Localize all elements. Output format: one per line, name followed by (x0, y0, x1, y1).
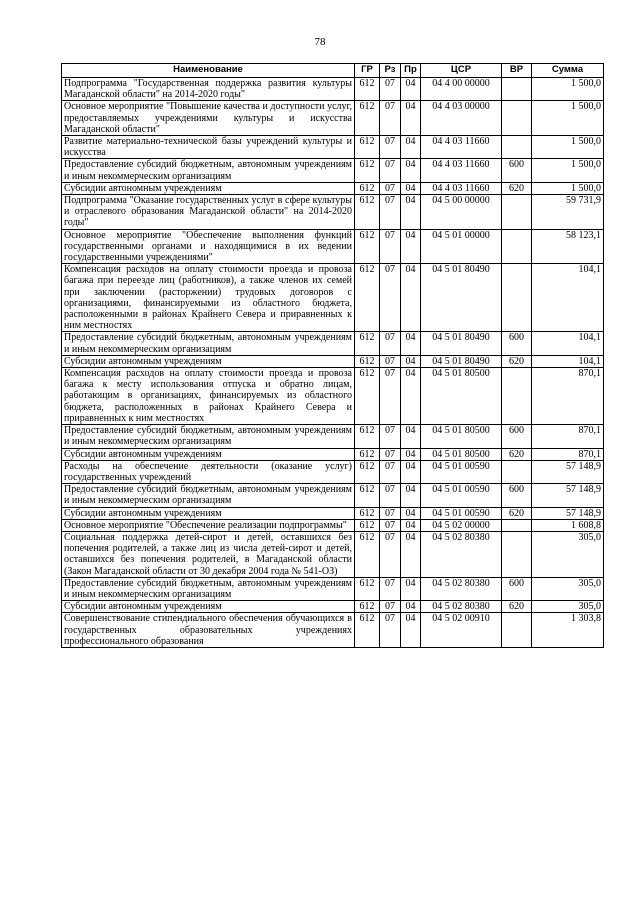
cell-sum: 305,0 (532, 577, 604, 600)
cell-pr: 04 (401, 368, 421, 425)
cell-name: Предоставление субсидий бюджетным, автономным учреждениям и иным некоммерческим организациям (62, 484, 355, 507)
cell-name: Субсидии автономным учреждениям (62, 601, 355, 613)
cell-vr (502, 613, 532, 648)
cell-vr (502, 460, 532, 483)
header-pr: Пр (401, 64, 421, 78)
cell-vr (502, 531, 532, 577)
cell-pr: 04 (401, 355, 421, 367)
cell-csr: 04 5 01 00000 (421, 229, 502, 264)
cell-pr: 04 (401, 101, 421, 136)
cell-pr: 04 (401, 519, 421, 531)
cell-rz: 07 (380, 519, 401, 531)
cell-gr: 612 (355, 577, 380, 600)
cell-rz: 07 (380, 229, 401, 264)
table-row (62, 229, 604, 264)
cell-sum: 1 500,0 (532, 159, 604, 182)
cell-rz: 07 (380, 355, 401, 367)
cell-csr: 04 5 02 80380 (421, 577, 502, 600)
cell-pr: 04 (401, 613, 421, 648)
cell-name: Развитие материально-технической базы учреждений культуры и искусства (62, 136, 355, 159)
cell-name: Подпрограмма "Оказание государственных услуг в сфере культуры и отраслевого образования Магаданской области" на 2014-2020 годы" (62, 195, 355, 230)
cell-rz: 07 (380, 159, 401, 182)
cell-pr: 04 (401, 507, 421, 519)
cell-name: Расходы на обеспечение деятельности (оказание услуг) государственных учреждений (62, 460, 355, 483)
cell-csr: 04 5 01 80500 (421, 368, 502, 425)
cell-sum: 1 500,0 (532, 182, 604, 194)
cell-vr (502, 519, 532, 531)
cell-sum: 870,1 (532, 448, 604, 460)
cell-rz: 07 (380, 601, 401, 613)
cell-csr: 04 5 01 80500 (421, 425, 502, 448)
cell-vr: 600 (502, 332, 532, 355)
cell-pr: 04 (401, 425, 421, 448)
header-name: Наименование (62, 64, 355, 78)
cell-gr: 612 (355, 195, 380, 230)
cell-sum: 58 123,1 (532, 229, 604, 264)
cell-pr: 04 (401, 601, 421, 613)
cell-sum: 305,0 (532, 601, 604, 613)
cell-gr: 612 (355, 484, 380, 507)
cell-vr: 620 (502, 448, 532, 460)
cell-csr: 04 5 01 80490 (421, 355, 502, 367)
cell-rz: 07 (380, 613, 401, 648)
table-row (62, 136, 604, 159)
cell-vr (502, 78, 532, 101)
cell-rz: 07 (380, 368, 401, 425)
cell-pr: 04 (401, 332, 421, 355)
cell-rz: 07 (380, 78, 401, 101)
cell-name: Предоставление субсидий бюджетным, автономным учреждениям и иным некоммерческим организациям (62, 577, 355, 600)
cell-rz: 07 (380, 332, 401, 355)
table-row (62, 264, 604, 332)
cell-gr: 612 (355, 136, 380, 159)
cell-name: Основное мероприятие "Обеспечение выполнения функций государственными органами и находящимися в их ведении государственными учреждениями" (62, 229, 355, 264)
cell-vr (502, 195, 532, 230)
cell-csr: 04 4 00 00000 (421, 78, 502, 101)
table-row (62, 355, 604, 367)
table-row (62, 531, 604, 577)
cell-csr: 04 5 02 80380 (421, 531, 502, 577)
cell-csr: 04 5 01 80500 (421, 448, 502, 460)
header-vr: ВР (502, 64, 532, 78)
cell-pr: 04 (401, 159, 421, 182)
cell-vr (502, 229, 532, 264)
cell-pr: 04 (401, 264, 421, 332)
cell-sum: 870,1 (532, 425, 604, 448)
table-row (62, 577, 604, 600)
cell-vr (502, 101, 532, 136)
cell-gr: 612 (355, 507, 380, 519)
cell-gr: 612 (355, 519, 380, 531)
cell-sum: 1 500,0 (532, 78, 604, 101)
cell-rz: 07 (380, 195, 401, 230)
cell-pr: 04 (401, 182, 421, 194)
table-row (62, 613, 604, 648)
table-row (62, 195, 604, 230)
cell-vr: 620 (502, 355, 532, 367)
cell-gr: 612 (355, 460, 380, 483)
cell-sum: 1 608,8 (532, 519, 604, 531)
cell-rz: 07 (380, 577, 401, 600)
cell-gr: 612 (355, 368, 380, 425)
cell-csr: 04 5 01 80490 (421, 264, 502, 332)
cell-sum: 104,1 (532, 332, 604, 355)
cell-csr: 04 4 03 00000 (421, 101, 502, 136)
cell-vr: 620 (502, 601, 532, 613)
cell-vr: 600 (502, 577, 532, 600)
cell-rz: 07 (380, 136, 401, 159)
cell-name: Предоставление субсидий бюджетным, автономным учреждениям и иным некоммерческим организациям (62, 425, 355, 448)
cell-pr: 04 (401, 460, 421, 483)
cell-csr: 04 5 02 80380 (421, 601, 502, 613)
cell-csr: 04 5 01 80490 (421, 332, 502, 355)
cell-rz: 07 (380, 531, 401, 577)
cell-vr: 620 (502, 182, 532, 194)
cell-rz: 07 (380, 182, 401, 194)
budget-table (61, 63, 604, 648)
table-row (62, 182, 604, 194)
cell-csr: 04 4 03 11660 (421, 159, 502, 182)
cell-csr: 04 5 02 00000 (421, 519, 502, 531)
table-row (62, 507, 604, 519)
cell-gr: 612 (355, 159, 380, 182)
table-row (62, 519, 604, 531)
cell-vr (502, 264, 532, 332)
cell-name: Подпрограмма "Государственная поддержка развития культуры Магаданской области" на 2014-2020 годы" (62, 78, 355, 101)
cell-rz: 07 (380, 101, 401, 136)
cell-pr: 04 (401, 484, 421, 507)
cell-vr (502, 368, 532, 425)
cell-csr: 04 5 01 00590 (421, 460, 502, 483)
table-row (62, 460, 604, 483)
cell-name: Компенсация расходов на оплату стоимости проезда и провоза багажа к месту использования отпуска и обратно лицам, работающим в организациях, финансируемых из областного бюджета, расположенных в районах Крайнего Севера и приравненных к ним местностях (62, 368, 355, 425)
cell-pr: 04 (401, 531, 421, 577)
table-row (62, 368, 604, 425)
cell-sum: 1 303,8 (532, 613, 604, 648)
cell-name: Предоставление субсидий бюджетным, автономным учреждениям и иным некоммерческим организациям (62, 332, 355, 355)
cell-rz: 07 (380, 264, 401, 332)
cell-pr: 04 (401, 448, 421, 460)
cell-name: Субсидии автономным учреждениям (62, 355, 355, 367)
cell-name: Субсидии автономным учреждениям (62, 182, 355, 194)
cell-rz: 07 (380, 460, 401, 483)
cell-pr: 04 (401, 195, 421, 230)
cell-vr: 600 (502, 425, 532, 448)
header-rz: Рз (380, 64, 401, 78)
cell-vr (502, 136, 532, 159)
table-row (62, 159, 604, 182)
table-row (62, 448, 604, 460)
header-csr: ЦСР (421, 64, 502, 78)
cell-csr: 04 5 01 00590 (421, 484, 502, 507)
cell-rz: 07 (380, 425, 401, 448)
cell-sum: 1 500,0 (532, 136, 604, 159)
cell-name: Социальная поддержка детей-сирот и детей, оставшихся без попечения родителей, а также лиц из числа детей-сирот и детей, оставшихся без попечения родителей, в Магаданской области (Закон Магаданской области от 30 декабря 2004 года № 541-ОЗ) (62, 531, 355, 577)
table-body (62, 78, 604, 648)
cell-sum: 57 148,9 (532, 484, 604, 507)
table-row (62, 601, 604, 613)
cell-rz: 07 (380, 448, 401, 460)
cell-sum: 1 500,0 (532, 101, 604, 136)
cell-csr: 04 4 03 11660 (421, 182, 502, 194)
cell-pr: 04 (401, 577, 421, 600)
cell-sum: 59 731,9 (532, 195, 604, 230)
cell-gr: 612 (355, 613, 380, 648)
header-sum: Сумма (532, 64, 604, 78)
header-gr: ГР (355, 64, 380, 78)
cell-name: Субсидии автономным учреждениям (62, 448, 355, 460)
cell-gr: 612 (355, 531, 380, 577)
cell-gr: 612 (355, 425, 380, 448)
cell-rz: 07 (380, 507, 401, 519)
cell-gr: 612 (355, 448, 380, 460)
page-number: 78 (314, 36, 326, 48)
cell-gr: 612 (355, 601, 380, 613)
header-row (62, 64, 604, 78)
table-header (62, 64, 604, 78)
table-row (62, 101, 604, 136)
cell-name: Основное мероприятие "Повышение качества и доступности услуг, предоставляемых учреждениями культуры и искусства Магаданской области" (62, 101, 355, 136)
table-row (62, 78, 604, 101)
cell-sum: 305,0 (532, 531, 604, 577)
cell-pr: 04 (401, 78, 421, 101)
cell-csr: 04 4 03 11660 (421, 136, 502, 159)
cell-vr: 600 (502, 159, 532, 182)
cell-gr: 612 (355, 264, 380, 332)
cell-sum: 870,1 (532, 368, 604, 425)
cell-sum: 104,1 (532, 264, 604, 332)
table-row (62, 425, 604, 448)
cell-csr: 04 5 02 00910 (421, 613, 502, 648)
cell-gr: 612 (355, 229, 380, 264)
cell-sum: 104,1 (532, 355, 604, 367)
cell-gr: 612 (355, 78, 380, 101)
cell-pr: 04 (401, 229, 421, 264)
cell-vr: 620 (502, 507, 532, 519)
cell-pr: 04 (401, 136, 421, 159)
cell-name: Основное мероприятие "Обеспечение реализации подпрограммы" (62, 519, 355, 531)
cell-csr: 04 5 00 00000 (421, 195, 502, 230)
cell-name: Субсидии автономным учреждениям (62, 507, 355, 519)
cell-vr: 600 (502, 484, 532, 507)
cell-csr: 04 5 01 00590 (421, 507, 502, 519)
table-row (62, 484, 604, 507)
cell-sum: 57 148,9 (532, 460, 604, 483)
cell-sum: 57 148,9 (532, 507, 604, 519)
cell-gr: 612 (355, 182, 380, 194)
cell-rz: 07 (380, 484, 401, 507)
cell-name: Предоставление субсидий бюджетным, автономным учреждениям и иным некоммерческим организациям (62, 159, 355, 182)
cell-gr: 612 (355, 332, 380, 355)
cell-name: Совершенствование стипендиального обеспечения обучающихся в государственных образовательных учреждениях профессионального образования (62, 613, 355, 648)
cell-gr: 612 (355, 355, 380, 367)
cell-name: Компенсация расходов на оплату стоимости проезда и провоза багажа при переезде лиц (работников), а также членов их семей при заключении (расторжении) трудовых договоров с организациями, финансируемыми из областного бюджета, расположенными в районах Крайнего Севера и приравненных к ним местностях (62, 264, 355, 332)
cell-gr: 612 (355, 101, 380, 136)
table-row (62, 332, 604, 355)
